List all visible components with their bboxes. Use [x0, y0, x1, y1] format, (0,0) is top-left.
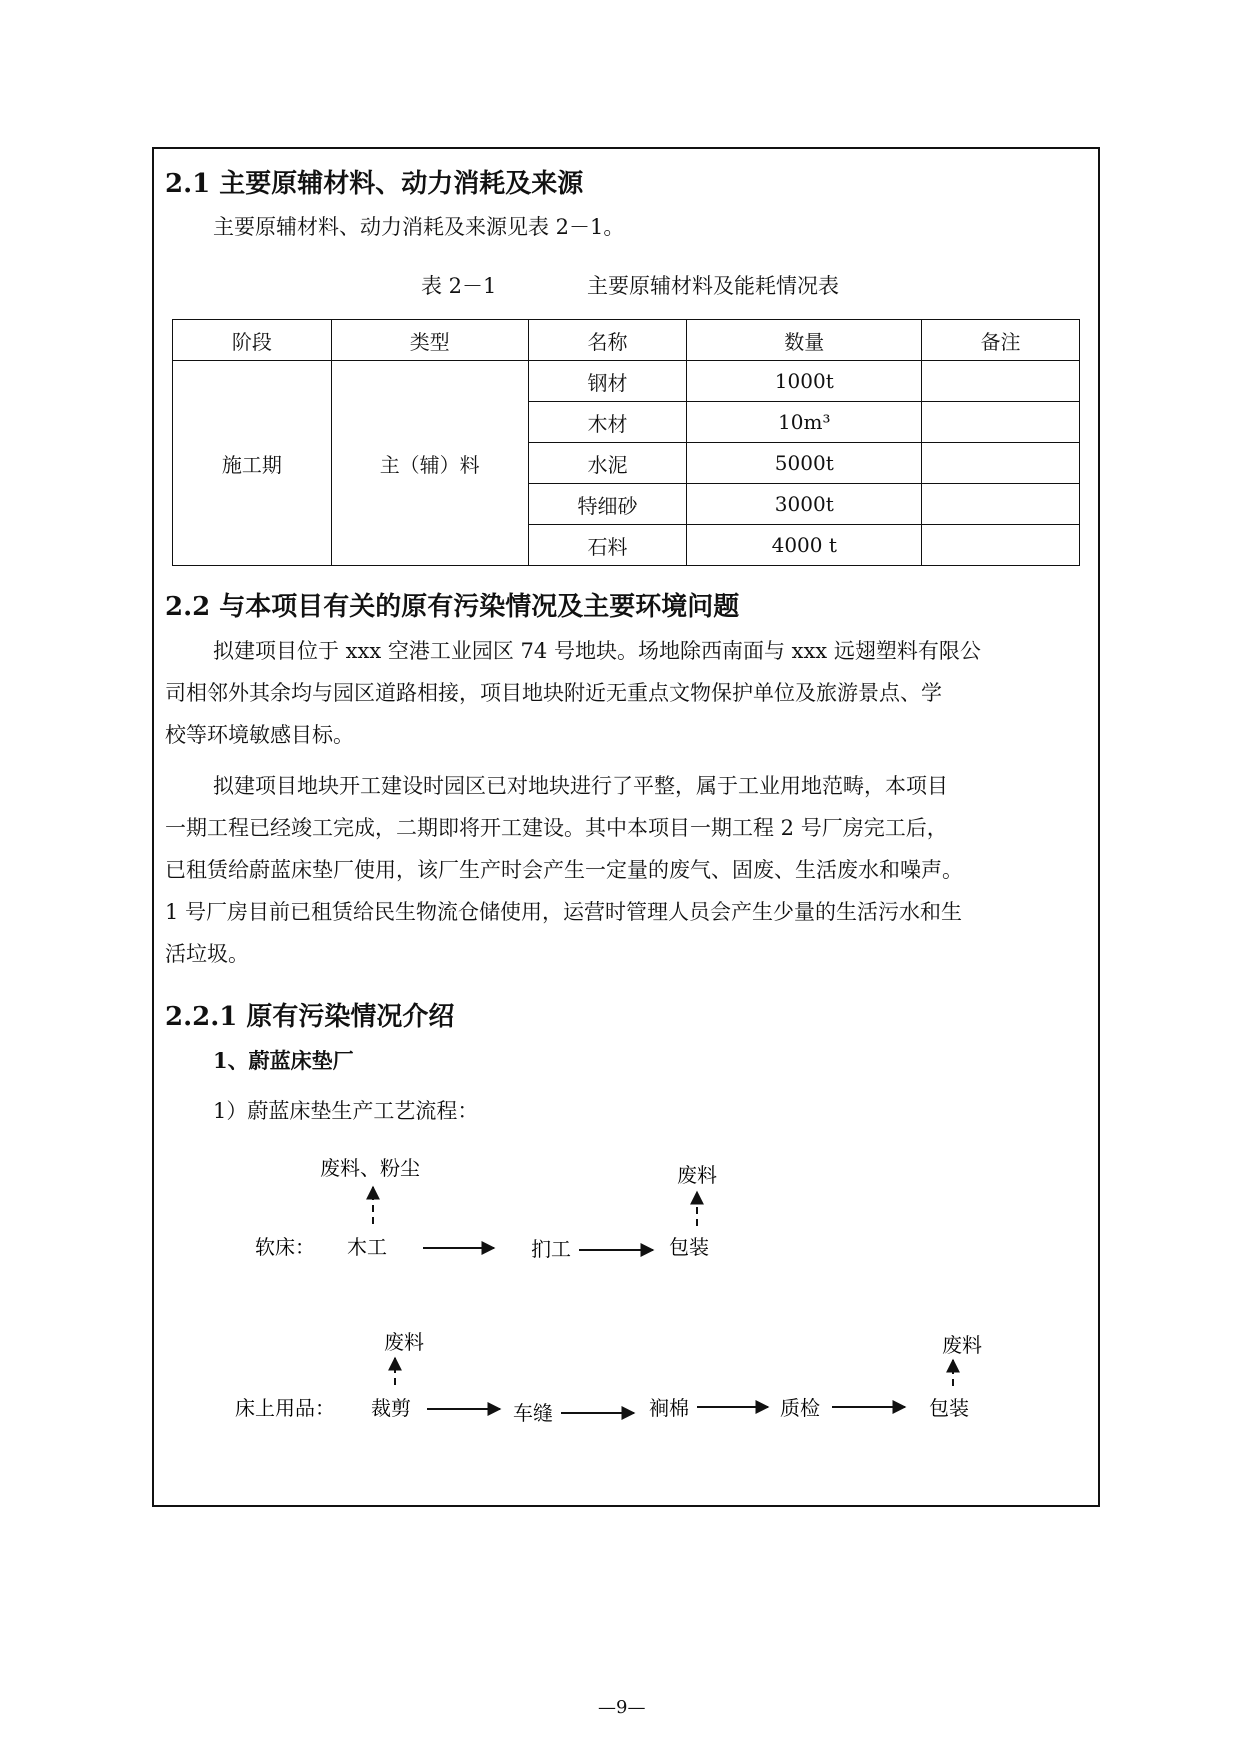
stage-cell: 施工期: [173, 361, 332, 566]
paragraph-line: 司相邻外其余均与园区道路相接，项目地块附近无重点文物保护单位及旅游景点、学: [165, 681, 942, 705]
paragraph-line: 拟建项目地块开工建设时园区已对地块进行了平整，属于工业用地范畴，本项目: [213, 774, 948, 798]
header-name: 名称: [528, 320, 687, 361]
paragraph-line: 校等环境敏感目标。: [165, 723, 354, 747]
flow1-emission: 废料、粉尘: [320, 1156, 420, 1180]
name-cell: 木材: [528, 402, 687, 443]
flow1-step: 木工: [347, 1235, 387, 1259]
name-cell: 石料: [528, 525, 687, 566]
flow2-emission: 废料: [384, 1330, 424, 1354]
flow2-emission: 废料: [942, 1333, 982, 1357]
section-2-1-intro: 主要原辅材料、动力消耗及来源见表 2－1。: [213, 215, 625, 239]
paragraph-line: 已租赁给蔚蓝床垫厂使用，该厂生产时会产生一定量的废气、固废、生活废水和噪声。: [165, 858, 963, 882]
flow2-step: 包装: [929, 1396, 969, 1420]
flow1-step: 包装: [669, 1235, 709, 1259]
paragraph-line: 活垃圾。: [165, 942, 249, 966]
table-title: 主要原辅材料及能耗情况表: [587, 274, 839, 298]
flow2-step: 裁剪: [371, 1396, 411, 1420]
flow2-step: 车缝: [513, 1401, 553, 1425]
flow2-label: 床上用品：: [235, 1396, 335, 1420]
process-flow-caption: 1）蔚蓝床垫生产工艺流程：: [213, 1099, 479, 1123]
header-stage: 阶段: [173, 320, 332, 361]
header-quantity: 数量: [687, 320, 922, 361]
flow1-step: 扪工: [531, 1237, 571, 1261]
quantity-cell: 1000t: [687, 361, 922, 402]
paragraph-line: 1 号厂房目前已租赁给民生物流仓储使用，运营时管理人员会产生少量的生活污水和生: [165, 900, 963, 924]
flow1-label: 软床：: [255, 1235, 315, 1259]
type-cell: 主（辅）料: [331, 361, 528, 566]
quantity-cell: 3000t: [687, 484, 922, 525]
flow1-emission: 废料: [677, 1163, 717, 1187]
name-cell: 水泥: [528, 443, 687, 484]
flow2-step: 裥棉: [649, 1396, 689, 1420]
page-number: —9—: [598, 1697, 646, 1718]
name-cell: 钢材: [528, 361, 687, 402]
section-2-1-heading: 2.1 主要原辅材料、动力消耗及来源: [165, 169, 584, 199]
table-number: 表 2－1: [421, 274, 497, 298]
paragraph-line: 一期工程已经竣工完成，二期即将开工建设。其中本项目一期工程 2 号厂房完工后，: [165, 816, 948, 840]
header-remark: 备注: [922, 320, 1080, 361]
flow2-step: 质检: [780, 1396, 820, 1420]
header-type: 类型: [331, 320, 528, 361]
quantity-cell: 10m³: [687, 402, 922, 443]
section-2-2-heading: 2.2 与本项目有关的原有污染情况及主要环境问题: [165, 592, 740, 622]
quantity-cell: 5000t: [687, 443, 922, 484]
quantity-cell: 4000 t: [687, 525, 922, 566]
name-cell: 特细砂: [528, 484, 687, 525]
factory-subheading: 1、蔚蓝床垫厂: [213, 1048, 354, 1073]
section-2-2-1-heading: 2.2.1 原有污染情况介绍: [165, 1002, 455, 1032]
paragraph-line: 拟建项目位于 xxx 空港工业园区 74 号地块。场地除西南面与 xxx 远翅塑料有限公: [213, 639, 981, 663]
